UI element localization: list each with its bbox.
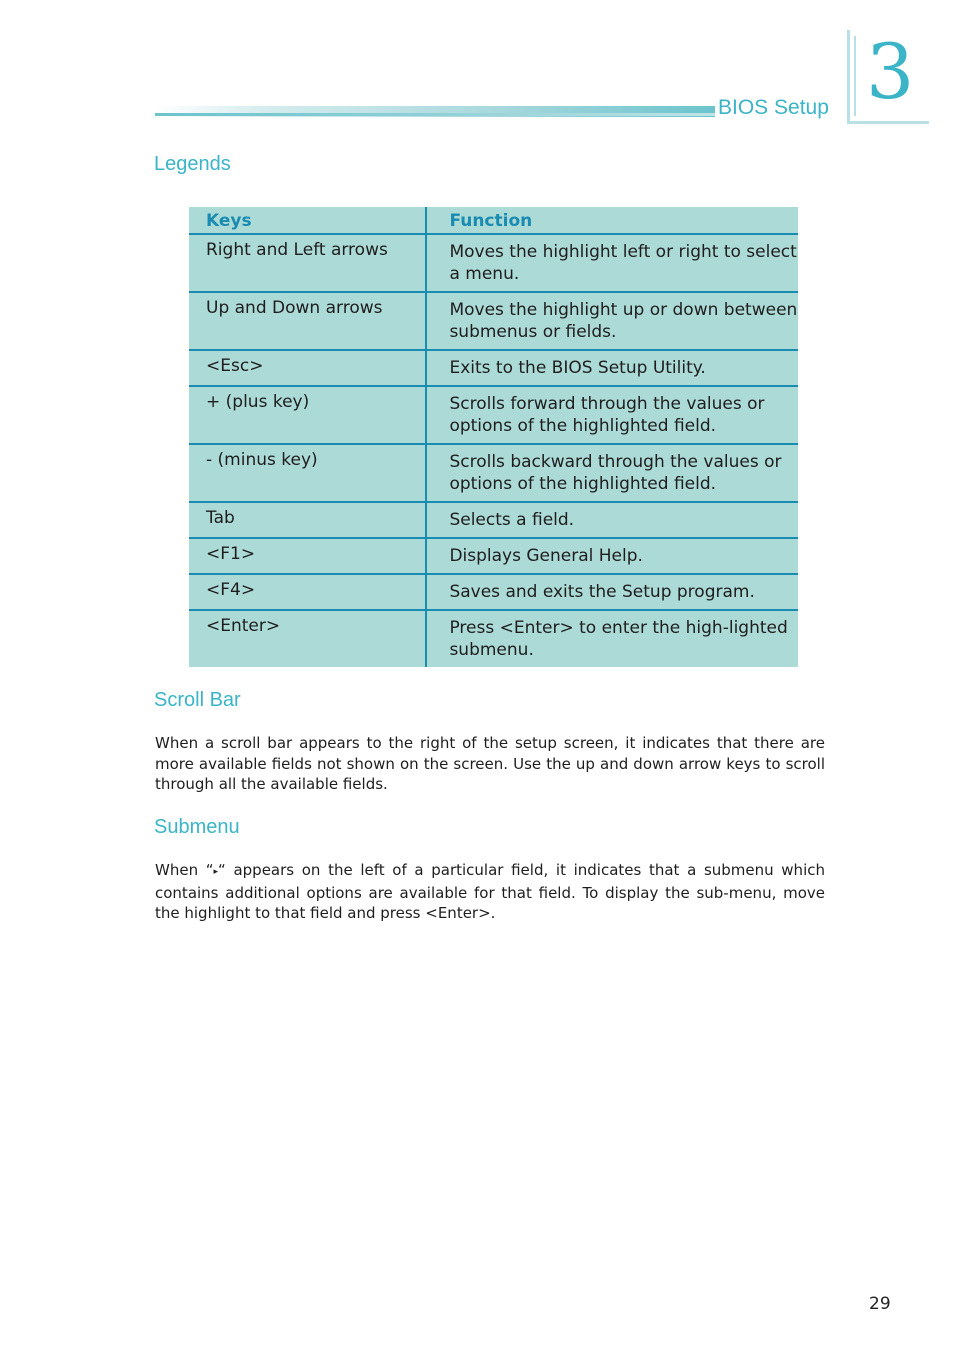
table-row — [189, 444, 798, 502]
function-cell: Displays General Help. — [426, 538, 798, 574]
table-row — [189, 234, 798, 292]
table-row — [189, 574, 798, 610]
table-header-row — [189, 207, 798, 234]
submenu-arrow-icon: ▸ — [213, 867, 219, 877]
function-cell: Press <Enter> to enter the high-lighted submenu. — [426, 610, 798, 667]
scroll-bar-paragraph: When a scroll bar appears to the right of the setup screen, it indicates that there are more available fields not shown on the screen. Use the up and down arrow keys to scroll through all the available fields. — [155, 734, 825, 793]
submenu-paragraph — [155, 860, 825, 924]
function-cell: Scrolls forward through the values or options of the highlighted field. — [426, 386, 798, 444]
chapter-number: 3 — [866, 27, 915, 116]
key-cell: Up and Down arrows — [189, 292, 426, 350]
scroll-bar-heading: Scroll Bar — [154, 689, 241, 711]
table-row — [189, 610, 798, 667]
submenu-heading: Submenu — [154, 816, 240, 838]
submenu-text-after: “ appears on the left of a particular field, it indicates that a submenu which contains additional options are available for that field. To display the sub-menu, move the highlight to that field and press <Enter>. — [155, 861, 825, 922]
page-number: 29 — [869, 1294, 891, 1314]
table-row — [189, 502, 798, 538]
table-row — [189, 386, 798, 444]
key-cell: <F4> — [189, 574, 426, 610]
header-rule — [155, 113, 715, 116]
function-cell: Selects a field. — [426, 502, 798, 538]
key-cell: <Enter> — [189, 610, 426, 667]
key-cell: + (plus key) — [189, 386, 426, 444]
legends-heading: Legends — [154, 153, 231, 175]
table-row — [189, 538, 798, 574]
submenu-text-before: When “ — [155, 861, 214, 879]
section-title: BIOS Setup — [718, 96, 829, 119]
function-column-header: Function — [449, 211, 533, 231]
table-row — [189, 292, 798, 350]
key-cell: <F1> — [189, 538, 426, 574]
function-cell: Exits to the BIOS Setup Utility. — [426, 350, 798, 386]
legends-table — [189, 207, 798, 667]
function-cell: Moves the highlight up or down between submenus or fields. — [426, 292, 798, 350]
function-cell: Scrolls backward through the values or options of the highlighted field. — [426, 444, 798, 502]
key-cell: Tab — [189, 502, 426, 538]
legends-table-body — [189, 234, 798, 667]
keys-column-header: Keys — [189, 207, 426, 234]
key-cell: - (minus key) — [189, 444, 426, 502]
function-cell: Saves and exits the Setup program. — [426, 574, 798, 610]
key-cell: Right and Left arrows — [189, 234, 426, 292]
key-cell: <Esc> — [189, 350, 426, 386]
table-row — [189, 350, 798, 386]
function-cell: Moves the highlight left or right to select a menu. — [426, 234, 798, 292]
